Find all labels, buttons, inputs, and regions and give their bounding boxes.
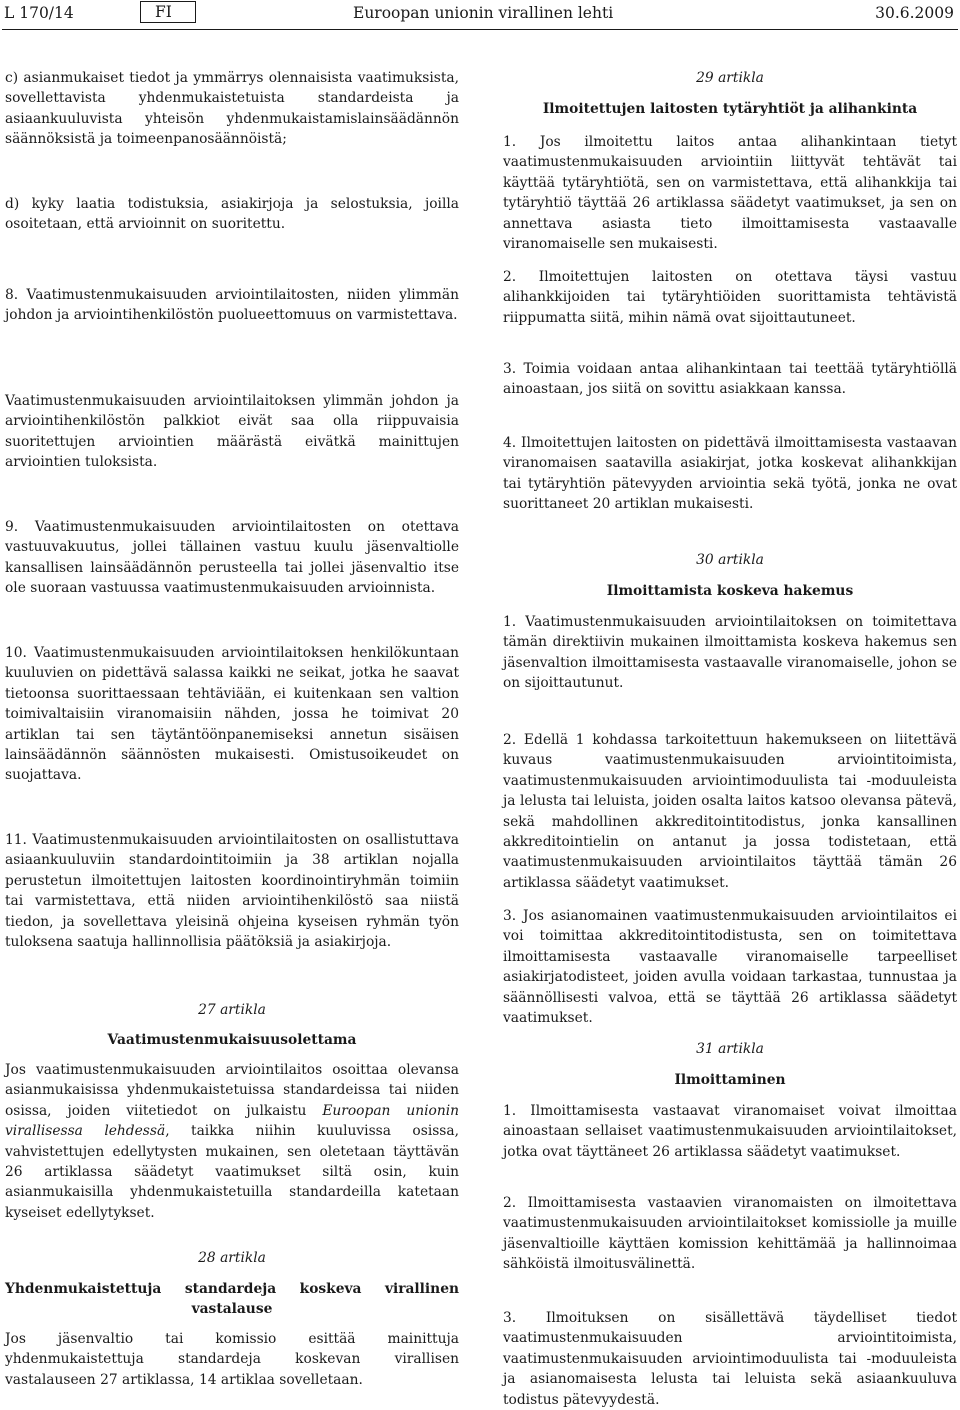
header-rule bbox=[2, 29, 958, 30]
article-27-number: 27 artikla bbox=[198, 1002, 266, 1018]
page-reference: L 170/14 bbox=[4, 4, 74, 22]
article-28-title: Yhdenmukaistettuja standardeja koskeva virallinen vastalause bbox=[5, 1281, 459, 1318]
paragraph-9: 9. Vaatimustenmukaisuuden arviointilaitosten on otettava vastuuvakuutus, jollei tällainen vastuu kuulu jäsenvaltiolle kansallisen lainsäädännön perusteella tai jollei jäsenvaltio itse ole suoraan vastuussa vaatimustenmukaisuuden arvioinnista. bbox=[5, 519, 459, 597]
article-31-title: Ilmoittaminen bbox=[674, 1072, 786, 1088]
journal-reference: Euroopan unionin virallisessa lehdessä bbox=[5, 1102, 460, 1140]
article-28-number: 28 artikla bbox=[198, 1250, 266, 1266]
article-29-paragraph-4: 4. Ilmoitettujen laitosten on pidettävä ilmoittamisesta vastaavan viranomaisen saatavilla asiakirjat, jotka koskevat alihankkijan tai tytäryhtiön pätevyyden arviointia sekä työtä, jonka ne ovat suorittaneet 20 artiklan mukaisesti. bbox=[503, 435, 957, 513]
article-27-text: Jos vaatimustenmukaisuuden arviointilaitos osoittaa olevansa asianmukaisissa yhdenmukaistetuissa standardeissa tai niiden osissa, joiden viitetiedot on julkaistu Euroopan unionin virallisessa lehdessä, taikka niihin kuuluvissa osissa, vahvistettujen edellytysten mukainen, sen oletetaan täyttävän 26 artiklassa säädetyt vaatimukset siltä osin, kuin asianmukaisilla yhdenmukaistetuilla standardeilla katetaan kyseiset edellytykset. bbox=[5, 1062, 460, 1221]
paragraph-11: 11. Vaatimustenmukaisuuden arviointilaitosten on osallistuttava asiaankuuluviin standardointitoimiin ja 38 artiklan nojalla perustetun ilmoitettujen laitosten koordinointiryhmän toimiin tai varmistettava, että niiden arviointihenkilöstö saa niistä tiedon, ja sovellettava yleisinä ohjeina kyseisen ryhmän työn tuloksena saatuja hallinnollisia päätöksiä ja asiakirjoja. bbox=[5, 832, 459, 951]
article-29-paragraph-2: 2. Ilmoitettujen laitosten on otettava täysi vastuu alihankkijoiden tai tytäryhtiöiden suorittamista tehtävistä riippumatta siitä, mihin nämä ovat sijoittautuneet. bbox=[503, 269, 957, 326]
article-29-paragraph-3: 3. Toimia voidaan antaa alihankintaan tai teettää tytäryhtiöllä ainoastaan, jos siitä on sovittu asiakkaan kanssa. bbox=[503, 361, 957, 398]
article-29-paragraph-1: 1. Jos ilmoitettu laitos antaa alihankintaan tietyt vaatimustenmukaisuuden arviointiin liittyvät tehtävät tai käyttää tytäryhtiötä, sen on varmistettava, että alihankkija tai tytäryhtiö täyttää 26 artiklassa säädetyt vaatimukset, ja sen on annettava asiasta tieto ilmoittamisesta vastaavalle viranomaiselle sen mukaisesti. bbox=[503, 134, 957, 253]
item-d: d) kyky laatia todistuksia, asiakirjoja ja selostuksia, joilla osoitetaan, että arvioinnit on suoritettu. bbox=[5, 196, 459, 233]
article-30-number: 30 artikla bbox=[696, 552, 764, 568]
article-31-paragraph-3: 3. Ilmoituksen on sisällettävä täydelliset tiedot vaatimustenmukaisuuden arviointitoimista, vaatimustenmukaisuuden arviointimoduulista tai -moduuleista ja asianomaisesta lelusta tai leluista sekä asiaankuuluva todistus pätevyydestä. bbox=[503, 1310, 957, 1408]
article-30-title: Ilmoittamista koskeva hakemus bbox=[606, 583, 854, 599]
language-badge: FI bbox=[140, 1, 196, 23]
article-31-number: 31 artikla bbox=[696, 1041, 764, 1057]
page-header bbox=[0, 0, 960, 30]
paragraph-8: 8. Vaatimustenmukaisuuden arviointilaitosten, niiden ylimmän johdon ja arviointihenkilöstön puolueettomuus on varmistettava. bbox=[5, 287, 459, 324]
item-c: c) asianmukaiset tiedot ja ymmärrys olennaisista vaatimuksista, sovellettavista yhdenmukaistetuista standardeista ja asiaankuuluvista yhteisön yhdenmukaistamislainsäädännön säännöksistä ja toimeenpanosäännöistä; bbox=[5, 70, 459, 148]
journal-title: Euroopan unionin virallinen lehti bbox=[353, 4, 614, 22]
article-31-paragraph-2: 2. Ilmoittamisesta vastaavien viranomaisten on ilmoitettava vaatimustenmukaisuuden arviointilaitokset komissiolle ja muille jäsenvaltioille käyttäen komission kehittämää ja hallinnoimaa sähköistä ilmoitusvälinettä. bbox=[503, 1195, 957, 1273]
paragraph-8-continued: Vaatimustenmukaisuuden arviointilaitoksen ylimmän johdon ja arviointihenkilöstön palkkiot eivät saa olla riippuvaisia suoritettujen arviointien määrästä eivätkä mainittujen arviointien tuloksista. bbox=[5, 393, 459, 471]
article-29-number: 29 artikla bbox=[696, 70, 764, 86]
article-27-title: Vaatimustenmukaisuusolettama bbox=[107, 1032, 357, 1048]
article-30-paragraph-3: 3. Jos asianomainen vaatimustenmukaisuuden arviointilaitos ei voi toimittaa akkreditointitodistusta, sen on toimitettava ilmoittamisesta vastaavalle viranomaiselle tarpeelliset asiakirjatodisteet, joiden avulla voidaan tarkastaa, tunnustaa ja säännöllisesti valvoa, että se täyttää 26 artiklassa säädetyt vaatimukset. bbox=[503, 908, 957, 1027]
article-28-text: Jos jäsenvaltio tai komissio esittää mainittuja yhdenmukaistettuja standardeja koskevan virallisen vastalauseen 27 artiklassa, 14 artiklaa sovelletaan. bbox=[5, 1331, 459, 1388]
publication-date: 30.6.2009 bbox=[875, 4, 954, 22]
article-30-paragraph-2: 2. Edellä 1 kohdassa tarkoitettuun hakemukseen on liitettävä kuvaus vaatimustenmukaisuuden arviointitoimista, vaatimustenmukaisuuden arviointimoduulista tai -moduuleista ja lelusta tai leluista, joiden osalta laitos katsoo olevansa pätevä, sekä mahdollinen akkreditointitodistus, jonka kansallinen akkreditointielin on antanut ja jossa todistetaan, että vaatimustenmukaisuuden arviointilaitos täyttää tämän 26 artiklassa säädetyt vaatimukset. bbox=[503, 732, 957, 891]
article-31-paragraph-1: 1. Ilmoittamisesta vastaavat viranomaiset voivat ilmoittaa ainoastaan sellaiset vaatimustenmukaisuuden arviointilaitokset, jotka ovat täyttäneet 26 artiklassa säädetyt vaatimukset. bbox=[503, 1103, 957, 1160]
article-30-paragraph-1: 1. Vaatimustenmukaisuuden arviointilaitoksen on toimitettava tämän direktiivin mukainen ilmoittamista koskeva hakemus sen jäsenvaltion ilmoittamisesta vastaavalle viranomaiselle, johon se on sijoittautunut. bbox=[503, 614, 957, 692]
article-29-title: Ilmoitettujen laitosten tytäryhtiöt ja alihankinta bbox=[542, 101, 918, 117]
paragraph-10: 10. Vaatimustenmukaisuuden arviointilaitoksen henkilökuntaan kuuluvien on pidettävä salassa kaikki ne seikat, jotka he saavat tietoonsa suorittaessaan tehtäviään, ei kuitenkaan sen valtion toimivaltaisiin viranomaisiin nähden, jossa he toimivat 20 artiklan tai sen täytäntöönpanemiseksi annetun sisäisen lainsäädännön säännösten mukaisesti. Omistusoikeudet on suojattava. bbox=[5, 645, 459, 784]
